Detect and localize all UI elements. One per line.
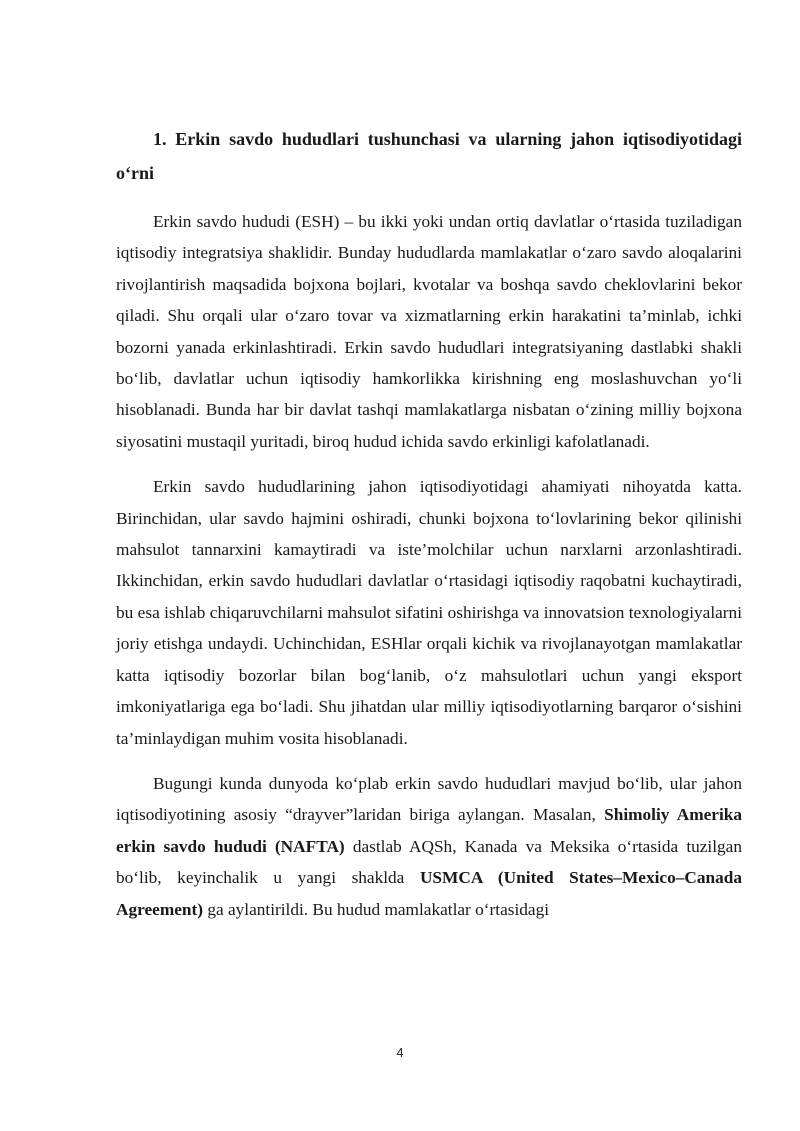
paragraph-importance: Erkin savdo hududlarining jahon iqtisodiyotidagi ahamiyati nihoyatda katta. Birinchidan, ular savdo hajmini oshiradi, chunki bojxona to‘lovlarining bekor qilinishi mahsulot tannarxini kamaytiradi va iste’molchilar uchun narxlarni arzonlashtiradi. Ikkinchidan, erkin savdo hududlari davlatlar o‘rtasidagi iqtisodiy raqobatni kuchaytiradi, bu esa ishlab chiqaruvchilarni mahsulot sifatini oshirishga va innovatsion texnologiyalarni joriy etishga undaydi. Uchinchidan, ESHlar orqali kichik va rivojlanayotgan mamlakatlar katta iqtisodiy bozorlar bilan bog‘lanib, o‘z mahsulotlari uchun yangi eksport imkoniyatlariga ega bo‘ladi. Shu jihatdan ular milliy iqtisodiyotlarning barqaror o‘sishini ta’minlaydigan muhim vosita hisoblanadi. <box>116 477 742 748</box>
paragraph-text: ga aylantirildi. Bu hudud mamlakatlar o‘rtasidagi <box>203 899 550 919</box>
paragraph-examples <box>116 768 742 925</box>
document-page <box>116 122 742 939</box>
paragraph-text: Bugungi kunda dunyoda ko‘plab erkin savdo hududlari mavjud bo‘lib, ular jahon iqtisodiyotining asosiy “drayver”laridan biriga aylangan. Masalan, <box>116 773 742 825</box>
bold-term-usmca: USMCA (United States–Mexico–Canada Agreement) <box>116 868 742 919</box>
section-heading: 1. Erkin savdo hududlari tushunchasi va ularning jahon iqtisodiyotidagi o‘rni <box>116 129 742 183</box>
paragraph-text: dastlab AQSh, Kanada va Meksika o‘rtasida tuzilgan bo‘lib, keyinchalik u yangi shaklda <box>116 836 742 888</box>
page-number: 4 <box>396 1045 404 1060</box>
bold-term-nafta: Shimoliy Amerika erkin savdo hududi (NAFTA) <box>116 805 742 856</box>
paragraph-definition: Erkin savdo hududi (ESH) – bu ikki yoki undan ortiq davlatlar o‘rtasida tuziladigan iqtisodiy integratsiya shaklidir. Bunday hududlarda mamlakatlar o‘zaro savdo aloqalarini rivojlantirish maqsadida bojxona bojlari, kvotalar va boshqa savdo cheklovlarini bekor qiladi. Shu orqali ular o‘zaro tovar va xizmatlarning erkin harakatini ta’minlab, ichki bozorni yanada erkinlashtiradi. Erkin savdo hududlari integratsiyaning dastlabki shakli bo‘lib, davlatlar uchun iqtisodiy hamkorlikka kirishning eng moslashuvchan yo‘li hisoblanadi. Bunda har bir davlat tashqi mamlakatlarga nisbatan o‘zining milliy bojxona siyosatini mustaqil yuritadi, biroq hudud ichida savdo erkinligi kafolatlanadi. <box>116 212 742 451</box>
